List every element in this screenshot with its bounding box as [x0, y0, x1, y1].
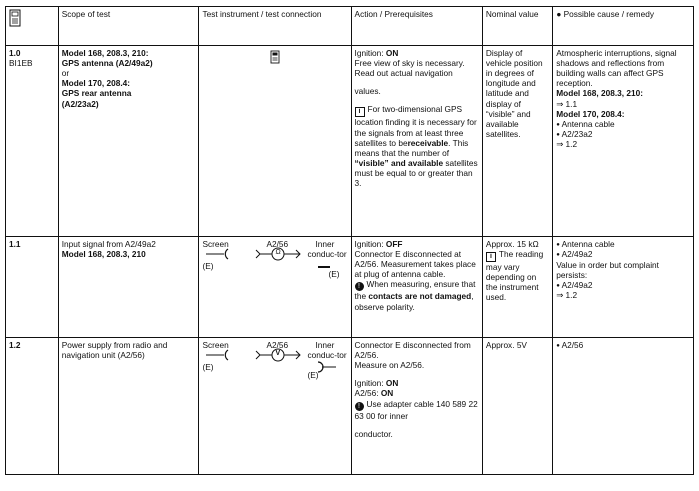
- instrument-cell: [199, 237, 351, 338]
- header-icon-cell: [6, 7, 59, 46]
- measurement-diagram: [202, 239, 347, 279]
- nominal-cell: Display of vehicle position in degrees of longitude and latitude and display of “visible” and available satellites.: [482, 46, 552, 237]
- test-table: [5, 6, 694, 475]
- action-text: Connector E disconnected from A2/56.: [354, 340, 471, 361]
- action-cell: [351, 237, 482, 338]
- scope-cell: [58, 338, 199, 475]
- screen-label: Screen: [202, 340, 229, 350]
- nominal-note: i The reading may vary depending on the instrument used.: [485, 249, 544, 303]
- screen-label: Screen: [202, 239, 229, 249]
- action-text: Measure on A2/56.: [354, 360, 425, 371]
- scope-line: Power supply from radio and navigation unit (A2/56): [61, 340, 168, 361]
- cause-cell: [553, 237, 694, 338]
- scope-line: GPS rear antenna: [61, 88, 132, 99]
- conductor-label: conduc-tor: [307, 350, 347, 360]
- cause-ref: ⇒ 1.1: [556, 98, 578, 109]
- row-id: 1.2: [9, 340, 21, 350]
- scope-cell: [58, 237, 199, 338]
- action-text: conductor.: [354, 428, 393, 439]
- action-text: Free view of sky is necessary.: [354, 58, 465, 69]
- table-row: [6, 237, 694, 338]
- connector-label: A2/56: [266, 340, 289, 350]
- scope-cell: [58, 46, 199, 237]
- cause-model: Model 168, 208.3, 210:: [556, 88, 643, 99]
- cause-bullet: ● Antenna cable: [556, 119, 690, 129]
- caution-icon: !: [355, 402, 364, 411]
- scope-line: or: [61, 68, 70, 79]
- cause-bullet: ● Antenna cable: [556, 239, 690, 249]
- e-label-left: (E): [202, 261, 214, 271]
- notebook-tester-icon: [270, 50, 280, 64]
- ignition-line: Ignition: ON: [354, 378, 399, 389]
- volt-symbol: V: [275, 350, 281, 357]
- e-label-right: (E): [328, 269, 340, 279]
- nominal-cell: [482, 237, 552, 338]
- row-id-cell: [6, 46, 59, 237]
- ohm-symbol: Ω: [275, 249, 281, 256]
- header-action: Action / Prerequisites: [351, 7, 482, 46]
- conductor-label: conduc-tor: [307, 249, 347, 259]
- row-id-cell: [6, 338, 59, 475]
- instrument-cell: [199, 338, 351, 475]
- cause-text: Value in order but complaint persists:: [556, 259, 659, 280]
- cause-cell: [553, 46, 694, 237]
- info-icon: i: [355, 107, 365, 117]
- nominal-value: Approx. 15 kΩ: [485, 239, 539, 249]
- scope-line: (A2/23a2): [61, 98, 99, 109]
- e-label-right: (E): [307, 370, 319, 380]
- header-scope: Scope of test: [58, 7, 199, 46]
- action-note: ! Use adapter cable 140 589 22 63 00 for inner: [354, 398, 478, 421]
- info-icon: i: [486, 252, 496, 262]
- action-cell: [351, 338, 482, 475]
- action-note: i For two-dimensional GPS location finding it is necessary for the signals from at least three satellites to bereceivable. This means that the number of “visible” and available satellites must be equal to or greater than 3.: [354, 104, 478, 189]
- ignition-line: Ignition: ON: [354, 48, 399, 58]
- notebook-tester-icon: [9, 9, 21, 27]
- cause-ref: ⇒ 1.2: [556, 139, 578, 150]
- header-nominal: Nominal value: [482, 7, 552, 46]
- header-cause: ● Possible cause / remedy: [553, 7, 694, 46]
- cause-bullet: ● A2/56: [556, 340, 690, 350]
- table-row: [6, 338, 694, 475]
- e-label-left: (E): [202, 362, 214, 372]
- header-row: [6, 7, 694, 46]
- caution-icon: !: [355, 282, 364, 291]
- cause-cell: [553, 338, 694, 475]
- a256-line: A2/56: ON: [354, 388, 394, 399]
- instrument-cell: [199, 46, 351, 237]
- cause-text: Atmospheric interruptions, signal shadows and reflections from building walls can affect GPS reception.: [556, 48, 677, 89]
- connector-label: A2/56: [266, 239, 289, 249]
- cause-model: Model 170, 208.4:: [556, 108, 625, 119]
- scope-line: Model 168, 208.3, 210: [61, 249, 146, 260]
- inner-label: Inner: [315, 340, 335, 350]
- measurement-diagram: [202, 340, 347, 380]
- cause-bullet: ● A2/49a2: [556, 280, 690, 290]
- inner-label: Inner: [315, 239, 335, 249]
- action-text: values.: [354, 86, 381, 97]
- row-id: 1.1: [9, 239, 21, 249]
- nominal-cell: Approx. 5V: [482, 338, 552, 475]
- scope-line: Model 170, 208.4:: [61, 78, 131, 89]
- header-instrument: Test instrument / test connection: [199, 7, 351, 46]
- row-id-cell: [6, 237, 59, 338]
- action-text: Connector E disconnected at A2/56. Measurement takes place at plug of antenna cable.: [354, 249, 476, 280]
- row-id: 1.0: [9, 48, 21, 58]
- scope-line: Input signal from A2/49a2: [61, 239, 156, 249]
- row-tag: BI1EB: [9, 58, 33, 69]
- table-row: [6, 46, 694, 237]
- cause-ref: ⇒ 1.2: [556, 290, 578, 301]
- action-note: ! When measuring, ensure that the contacts are not damaged, observe polarity.: [354, 279, 476, 312]
- scope-line: Model 168, 208.3, 210:: [61, 48, 149, 58]
- cause-bullet: ● A2/49a2: [556, 249, 690, 259]
- action-text: Read out actual navigation: [354, 68, 453, 79]
- scope-line: GPS antenna (A2/49a2): [61, 58, 153, 69]
- action-cell: [351, 46, 482, 237]
- cause-bullet: ● A2/23a2: [556, 129, 690, 139]
- ignition-line: Ignition: OFF: [354, 239, 403, 249]
